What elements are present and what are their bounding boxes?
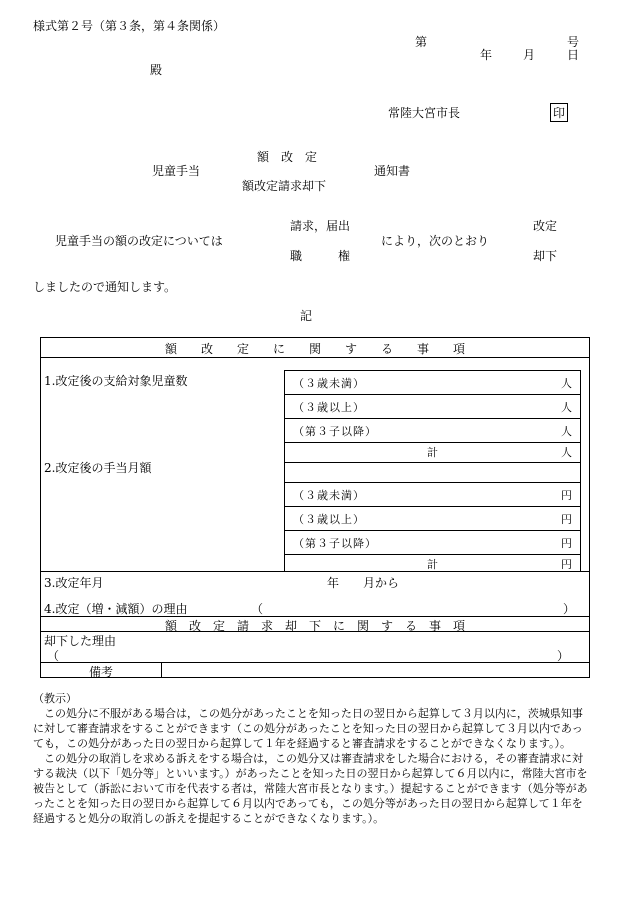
body-lead: 児童手当の額の改定については xyxy=(55,234,223,248)
amount-row-label: （３歳以上） xyxy=(293,513,365,526)
notes-para-review: この処分に不服がある場合は，この処分があったことを知った日の翌日から起算して３月以内に，茨城県知事に対して審査請求をすることができます（この処分があったことを知った日の翌日から起算して３月以内であっても，この処分があった日の翌日から起算して１年を経過すると審査請求をすることができなくなります。）。 xyxy=(33,707,583,750)
row4-open: （ xyxy=(251,602,264,616)
title-line-bottom: 額改定請求却下 xyxy=(242,179,327,193)
section-header-revision: 額 改 定 に 関 す る 事 項 xyxy=(164,342,465,356)
body-middle: により，次のとおり xyxy=(381,234,490,248)
body-option-top: 請求，届出 xyxy=(290,219,351,233)
child-row-label: （３歳未満） xyxy=(293,377,365,390)
body-closing: しましたので通知します。 xyxy=(33,280,177,294)
form-label: 様式第２号（第３条，第４条関係） xyxy=(33,19,226,33)
date-month: 月 xyxy=(523,48,536,62)
details-table xyxy=(40,337,590,678)
spacer-row xyxy=(284,462,581,482)
child-row-unit: 人 xyxy=(561,425,572,438)
remarks-label: 備考 xyxy=(88,665,113,679)
child-total-row xyxy=(284,442,581,462)
body-option-bottom: 職 権 xyxy=(290,249,351,263)
body-result-bottom: 却下 xyxy=(533,249,558,263)
amount-total-unit: 円 xyxy=(561,558,572,571)
notes-heading: （教示） xyxy=(33,692,77,705)
row4-close: ） xyxy=(563,602,576,616)
notes-para-lawsuit: この処分の取消しを求める訴えをする場合は，この処分又は審査請求をした場合における，その審査請求に対する裁決（以下「処分等」といいます。）があったことを知った日の翌日から起算して６月以内に，常陸大宮市を被告として（訴訟において市を代表する者は，常陸大宮市長となります。）提起することができます（処分等があったことを知った日の翌日から起算して６月以内であっても，この処分等があった日の翌日から起算して１年を経過すると処分の取消しの訴えを提起することができなくなります。）。 xyxy=(33,752,588,825)
child-row-unit: 人 xyxy=(561,401,572,414)
ki-heading: 記 xyxy=(300,309,313,323)
amount-total-label: 計 xyxy=(427,558,438,571)
row2-label: 2.改定後の手当月額 xyxy=(44,461,152,475)
date-day: 日 xyxy=(567,48,580,62)
amount-row xyxy=(284,530,581,554)
issuer-name: 常陸大宮市長 xyxy=(388,106,461,120)
number-suffix: 号 xyxy=(567,35,580,49)
child-row xyxy=(284,370,581,394)
reject-open: （ xyxy=(47,649,60,663)
amount-total-row xyxy=(284,554,581,571)
child-row-label: （第３子以降） xyxy=(293,425,377,438)
row3-label: 3.改定年月 xyxy=(44,576,104,590)
amount-row-unit: 円 xyxy=(561,513,572,526)
number-prefix: 第 xyxy=(415,35,428,49)
section-header-rejection: 額 改 定 請 求 却 下 に 関 す る 事 項 xyxy=(164,619,465,633)
reject-label: 却下した理由 xyxy=(44,634,117,648)
child-row xyxy=(284,394,581,418)
child-total-label: 計 xyxy=(427,446,438,459)
child-row-unit: 人 xyxy=(561,377,572,390)
amount-row-unit: 円 xyxy=(561,537,572,550)
amount-row xyxy=(284,506,581,530)
seal-mark: 印 xyxy=(550,103,568,122)
addressee-suffix: 殿 xyxy=(150,63,163,77)
reject-close: ） xyxy=(557,649,570,663)
child-row-label: （３歳以上） xyxy=(293,401,365,414)
row3-value: 年 月から xyxy=(327,576,400,590)
row1-label: 1.改定後の支給対象児童数 xyxy=(44,374,188,388)
title-line-right: 通知書 xyxy=(374,164,411,178)
title-line-left: 児童手当 xyxy=(152,164,201,178)
row4-label: 4.改定（増・減額）の理由 xyxy=(44,602,188,616)
date-year: 年 xyxy=(480,48,493,62)
instructions-notice xyxy=(33,691,593,826)
child-total-unit: 人 xyxy=(561,446,572,459)
child-row xyxy=(284,418,581,442)
amount-row xyxy=(284,482,581,506)
title-line-top: 額 改 定 xyxy=(257,150,318,164)
amount-row-label: （第３子以降） xyxy=(293,537,377,550)
body-result-top: 改定 xyxy=(533,219,558,233)
amount-row-label: （３歳未満） xyxy=(293,489,365,502)
amount-row-unit: 円 xyxy=(561,489,572,502)
